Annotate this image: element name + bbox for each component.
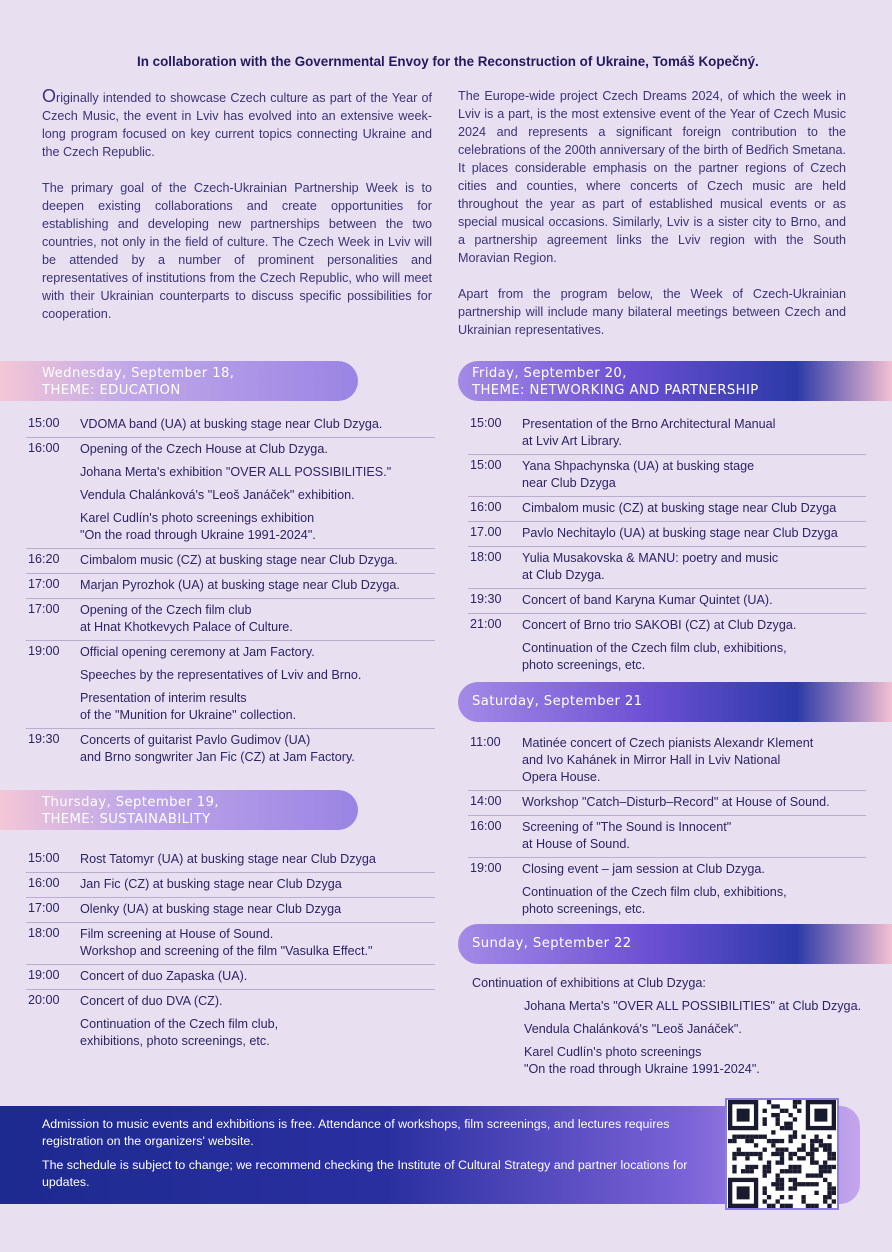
drop-cap: O: [42, 86, 57, 106]
event-time: 21:00: [470, 617, 502, 631]
day-header-sunday: [458, 924, 892, 964]
day-header-wednesday: [0, 361, 358, 401]
event-time: 19:00: [28, 968, 60, 982]
schedule-row: [26, 898, 435, 923]
schedule-row: [26, 641, 435, 729]
event-line: Film screening at House of Sound.: [80, 927, 274, 941]
schedule-row: [468, 791, 866, 816]
event-line: Olenky (UA) at busking stage near Club Dzyga: [80, 902, 342, 916]
event-time: 19:00: [28, 644, 60, 658]
intro-paragraph-4: Apart from the program below, the Week of Czech-Ukrainian partnership will include many bilateral meetings between Czech and Ukrainian representatives.: [458, 287, 846, 337]
event-line: Vendula Chalánková's "Leoš Janáček" exhibition.: [80, 488, 355, 502]
sunday-line: Vendula Chalánková's "Leoš Janáček".: [524, 1022, 742, 1036]
event-line: Yulia Musakovska & MANU: poetry and music: [522, 551, 779, 565]
event-description: [80, 968, 435, 985]
event-line: Johana Merta's exhibition "OVER ALL POSSIBILITIES.": [80, 465, 392, 479]
intro-paragraph-3: The Europe-wide project Czech Dreams 2024, of which the week in Lviv is a part, is the most extensive event of the Year of Czech Music 2024 and represents a significant foreign contribution to the celebrations of the 200th anniversary of the birth of Bedřich Smetana. It places considerable emphasis on the partner regions of Czech cities and counties, where concerts of Czech music are held throughout the year as part of established musical events or as special musical occasions. Similarly, Lviv is a sister city to Brno, and a partnership agreement links the Lviv region with the South Moravian Region.: [458, 89, 846, 265]
event-time: 15:00: [470, 458, 502, 472]
schedule-row: [26, 413, 435, 438]
sunday-list: [472, 998, 870, 1078]
day-theme: THEME: SUSTAINABILITY: [42, 812, 211, 827]
page-header: In collaboration with the Governmental Envoy for the Reconstruction of Ukraine, Tomáš Kopečný.: [137, 54, 759, 69]
event-line: Opera House.: [522, 770, 601, 784]
event-line: Screening of "The Sound is Innocent": [522, 820, 732, 834]
schedule-row: [26, 599, 435, 641]
event-description: [522, 617, 866, 674]
event-description: [522, 861, 866, 918]
event-line: at Lviv Art Library.: [522, 434, 622, 448]
event-line: Karel Cudlín's photo screenings exhibition: [80, 511, 315, 525]
schedule-thursday: [26, 848, 435, 1054]
schedule-row: [468, 413, 866, 455]
sunday-line: "On the road through Ukraine 1991-2024".: [524, 1062, 760, 1076]
event-line: of the "Munition for Ukraine" collection.: [80, 708, 297, 722]
schedule-row: [468, 547, 866, 589]
event-time: 17:00: [28, 602, 60, 616]
event-line: Cimbalom music (CZ) at busking stage near Club Dzyga: [522, 501, 837, 515]
event-time: 17:00: [28, 901, 60, 915]
day-header-thursday: [0, 790, 358, 830]
schedule-row: [26, 848, 435, 873]
intro-left-column: [42, 87, 432, 341]
schedule-row: [468, 497, 866, 522]
event-description: [80, 901, 435, 918]
qr-code-icon: [725, 1098, 839, 1210]
day-title: Saturday, September 21: [472, 694, 643, 709]
schedule-row: [468, 589, 866, 614]
event-description: [80, 926, 435, 960]
day-header-friday: [458, 361, 892, 401]
event-description: [522, 794, 866, 811]
event-description: [522, 550, 866, 584]
event-line: Concerts of guitarist Pavlo Gudimov (UA): [80, 733, 311, 747]
day-title: Thursday, September 19,: [42, 795, 219, 810]
day-header-saturday: [458, 682, 892, 722]
intro-paragraph-2: The primary goal of the Czech-Ukrainian Partnership Week is to deepen existing collaborations and create opportunities for establishing and developing new partnerships between the two countries, not only in the field of culture. The Czech Week in Lviv will be attended by a number of prominent personalities and representatives of institutions from the Czech Republic, who will meet with their Ukrainian counterparts to discuss specific possibilities for cooperation.: [42, 181, 432, 321]
event-description: [80, 416, 435, 433]
event-time: 15:00: [28, 416, 60, 430]
event-line: Cimbalom music (CZ) at busking stage near Club Dzyga.: [80, 553, 398, 567]
intro-paragraph-1: [42, 87, 432, 161]
event-time: 20:00: [28, 993, 60, 1007]
event-line: Official opening ceremony at Jam Factory.: [80, 645, 315, 659]
event-line: Speeches by the representatives of Lviv and Brno.: [80, 668, 362, 682]
event-line: Concert of duo Zapaska (UA).: [80, 969, 248, 983]
event-time: 19:30: [28, 732, 60, 746]
event-line: and Brno songwriter Jan Fic (CZ) at Jam Factory.: [80, 750, 355, 764]
schedule-row: [468, 614, 866, 678]
event-line: Pavlo Nechitaylo (UA) at busking stage near Club Dzyga: [522, 526, 838, 540]
event-description: [80, 577, 435, 594]
event-line: Closing event – jam session at Club Dzyga.: [522, 862, 765, 876]
sunday-line: Johana Merta's "OVER ALL POSSIBILITIES" at Club Dzyga.: [524, 999, 862, 1013]
day-theme: THEME: NETWORKING AND PARTNERSHIP: [472, 383, 759, 398]
event-time: 17:00: [28, 577, 60, 591]
event-line: at Hnat Khotkevych Palace of Culture.: [80, 620, 293, 634]
event-line: Yana Shpachynska (UA) at busking stage: [522, 459, 755, 473]
schedule-sunday: [472, 975, 870, 1078]
event-line: Matinée concert of Czech pianists Alexandr Klement: [522, 736, 814, 750]
event-time: 16:00: [28, 876, 60, 890]
event-line: photo screenings, etc.: [522, 902, 646, 916]
intro-paragraph-1-text: riginally intended to showcase Czech culture as part of the Year of Czech Music, the event in Lviv has evolved into an extensive week-long program focused on key current topics connecting Ukraine and the Czech Republic.: [42, 91, 432, 159]
event-line: Rost Tatomyr (UA) at busking stage near Club Dzyga: [80, 852, 376, 866]
footer-schedule-note: The schedule is subject to change; we recommend checking the Institute of Cultural Strategy and partner locations for updates.: [42, 1158, 688, 1189]
schedule-row: [468, 816, 866, 858]
day-theme: THEME: EDUCATION: [42, 383, 181, 398]
schedule-saturday: [468, 732, 866, 922]
intro-right-column: [458, 87, 846, 357]
event-line: and Ivo Kahánek in Mirror Hall in Lviv National: [522, 753, 781, 767]
event-line: "On the road through Ukraine 1991-2024".: [80, 528, 316, 542]
event-description: [522, 458, 866, 492]
schedule-row: [26, 574, 435, 599]
event-description: [80, 732, 435, 766]
event-description: [80, 602, 435, 636]
schedule-row: [468, 858, 866, 922]
day-title: Friday, September 20,: [472, 366, 627, 381]
event-line: Continuation of the Czech film club, exhibitions,: [522, 641, 787, 655]
event-line: Marjan Pyrozhok (UA) at busking stage near Club Dzyga.: [80, 578, 400, 592]
schedule-wednesday: [26, 413, 435, 770]
schedule-row: [26, 923, 435, 965]
schedule-row: [468, 732, 866, 791]
sunday-intro: Continuation of exhibitions at Club Dzyga:: [472, 976, 706, 990]
event-time: 15:00: [28, 851, 60, 865]
event-line: Jan Fic (CZ) at busking stage near Club Dzyga: [80, 877, 342, 891]
event-time: 19:30: [470, 592, 502, 606]
event-time: 18:00: [28, 926, 60, 940]
event-time: 11:00: [470, 735, 501, 749]
event-description: [80, 552, 435, 569]
event-description: [522, 416, 866, 450]
event-description: [80, 851, 435, 868]
schedule-row: [26, 549, 435, 574]
schedule-row: [26, 965, 435, 990]
event-line: at House of Sound.: [522, 837, 630, 851]
event-time: 16:00: [470, 500, 502, 514]
event-time: 14:00: [470, 794, 502, 808]
sunday-line: Karel Cudlín's photo screenings: [524, 1045, 702, 1059]
event-description: [80, 993, 435, 1050]
event-time: 15:00: [470, 416, 502, 430]
event-description: [522, 592, 866, 609]
event-description: [522, 525, 866, 542]
schedule-row: [26, 729, 435, 770]
schedule-row: [26, 438, 435, 549]
event-line: exhibitions, photo screenings, etc.: [80, 1034, 270, 1048]
schedule-row: [468, 522, 866, 547]
event-time: 19:00: [470, 861, 502, 875]
event-time: 16:20: [28, 552, 60, 566]
day-title: Wednesday, September 18,: [42, 366, 235, 381]
event-line: at Club Dzyga.: [522, 568, 605, 582]
event-line: VDOMA band (UA) at busking stage near Club Dzyga.: [80, 417, 383, 431]
footer-admission-text: Admission to music events and exhibitions is free. Attendance of workshops, film screenings, and lectures requires registration on the organizers' website.: [42, 1117, 670, 1148]
event-line: Presentation of the Brno Architectural Manual: [522, 417, 776, 431]
event-line: Presentation of interim results: [80, 691, 247, 705]
event-time: 18:00: [470, 550, 502, 564]
event-line: Concert of Brno trio SAKOBI (CZ) at Club Dzyga.: [522, 618, 797, 632]
schedule-friday: [468, 413, 866, 678]
event-time: 16:00: [28, 441, 60, 455]
event-line: Continuation of the Czech film club,: [80, 1017, 279, 1031]
event-description: [522, 735, 866, 786]
day-title: Sunday, September 22: [472, 936, 632, 951]
event-description: [522, 819, 866, 853]
event-line: Opening of the Czech House at Club Dzyga.: [80, 442, 328, 456]
event-description: [80, 644, 435, 724]
event-line: photo screenings, etc.: [522, 658, 646, 672]
event-time: 17.00: [470, 525, 502, 539]
event-line: near Club Dzyga: [522, 476, 616, 490]
event-line: Concert of duo DVA (CZ).: [80, 994, 223, 1008]
schedule-row: [468, 455, 866, 497]
schedule-row: [26, 990, 435, 1054]
event-time: 16:00: [470, 819, 502, 833]
schedule-row: [26, 873, 435, 898]
event-description: [80, 441, 435, 544]
event-description: [522, 500, 866, 517]
event-line: Workshop and screening of the film "Vasulka Effect.": [80, 944, 373, 958]
event-line: Opening of the Czech film club: [80, 603, 252, 617]
qr-code-graphic: [727, 1100, 837, 1208]
event-line: Continuation of the Czech film club, exhibitions,: [522, 885, 787, 899]
event-line: Concert of band Karyna Kumar Quintet (UA).: [522, 593, 773, 607]
event-line: Workshop "Catch–Disturb–Record" at House of Sound.: [522, 795, 830, 809]
event-description: [80, 876, 435, 893]
